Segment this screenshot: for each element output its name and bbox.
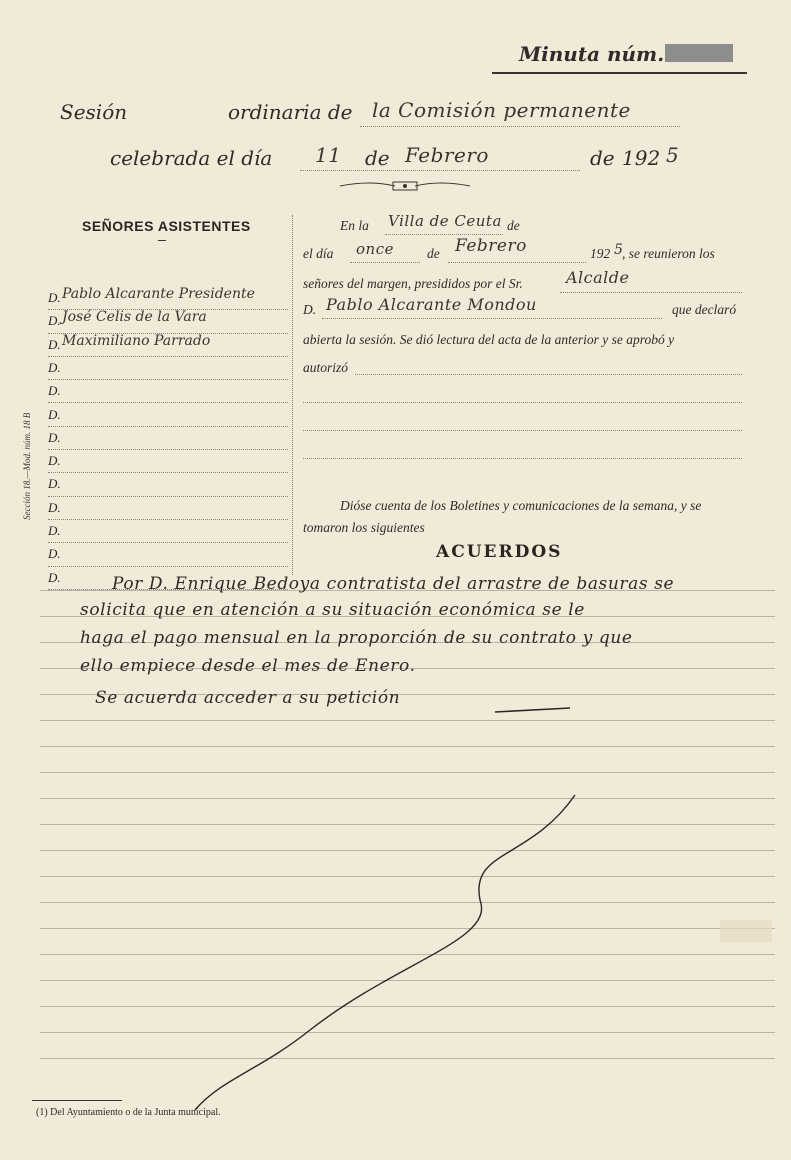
attendee-row [48,403,288,427]
stain [720,920,772,942]
footnote: (1) Del Ayuntamiento o de la Junta municipal. [36,1107,221,1118]
de-label-day: de [427,246,440,261]
intro-year-printed: 192 [590,246,611,261]
attendees-title-dash [158,240,166,241]
en-la-label: En la [340,218,369,233]
acuerdo-line: Por D. Enrique Bedoya contratista del arrastre de basuras se [112,574,675,594]
intro-year-handwritten: 5 [614,242,624,258]
attendee-prefix: D. [48,429,61,445]
el-dia-label: el día [303,246,334,261]
attendee-prefix: D. [48,569,61,585]
acuerdos-title: ACUERDOS [436,542,563,562]
attendee-row [48,472,288,496]
attendee-row [48,309,288,333]
attendee-row [48,379,288,403]
acuerdo-line: ello empiece desde el mes de Enero. [80,656,416,676]
celebrada-label: celebrada el día [110,146,273,170]
abierta-label: abierta la sesión. Se dió lectura del acta de la anterior y se aprobó y [303,332,675,347]
attendee-row [48,333,288,357]
acuerdo-line: Se acuerda acceder a su petición [95,688,401,708]
attendee-prefix: D. [48,453,61,469]
attendee-row [48,356,288,380]
ordinaria-label: ordinaria de [228,100,353,124]
celebrada-underline [300,170,580,171]
intro-day-handwritten: once [356,240,394,258]
attendee-prefix: D. [48,523,61,538]
attendee-row [48,519,288,543]
attendee-name: Pablo Alcarante Presidente [62,286,255,302]
blank-line-1 [303,402,742,403]
president-handwritten: Pablo Alcarante Mondou [326,295,537,314]
blank-line-3 [303,458,742,459]
reunieron-label: , se reunieron los [622,246,715,261]
attendee-prefix: D. [48,499,61,515]
attendee-row [48,542,288,566]
attendee-row [48,426,288,450]
day-handwritten: 11 [315,143,342,167]
de-label-place: de [507,218,520,233]
attendee-prefix: D. [48,336,61,352]
diose-label: Dióse cuenta de los Boletines y comunicaciones de la semana, y se [340,498,702,513]
intro-month-underline [448,262,586,263]
minuta-box [505,40,745,68]
president-underline [322,318,662,319]
tomaron-label: tomaron los siguientes [303,520,425,535]
attendee-prefix: D. [48,313,61,329]
ornament-divider [335,178,475,194]
attendee-prefix: D. [48,406,61,422]
month-handwritten: Febrero [405,143,489,167]
intro-month-handwritten: Febrero [455,236,527,256]
attendee-row [48,496,288,520]
place-underline [385,234,503,235]
acuerdo-line: haga el pago mensual en la proporción de su contrato y que [80,628,633,648]
attendee-name: José Celis de la Vara [62,309,207,326]
intro-day-underline [350,262,420,263]
attendee-prefix: D. [48,359,61,375]
sesion-type-handwritten: la Comisión permanente [372,98,631,122]
attendee-name: Maximiliano Parrado [62,332,211,349]
blank-line-2 [303,430,742,431]
year-handwritten: 5 [666,143,680,167]
minuta-label: Minuta núm. [519,42,665,66]
autorizo-label: autorizó [303,360,349,375]
autorizo-underline [355,374,742,375]
side-label: Sección 18.—Mod. núm. 18 B [22,412,32,520]
title-handwritten: Alcalde [566,268,630,287]
attendee-prefix: D. [48,290,61,305]
minuta-number-redaction [665,44,733,62]
footnote-rule [32,1100,122,1101]
declaro-label: que declaró [672,302,737,317]
sesion-underline [360,126,680,127]
acuerdo-line: solicita que en atención a su situación económica se le [80,600,585,620]
sesion-label: Sesión [60,100,128,124]
minuta-underline [492,72,747,74]
attendees-title: SEÑORES ASISTENTES [82,218,251,234]
d-label-president: D. [303,302,317,317]
attendee-row [48,286,288,310]
attendee-prefix: D. [48,476,61,492]
closing-stroke [150,700,610,1120]
column-divider [292,215,293,575]
senores-label: señores del margen, presididos por el Sr. [303,276,523,291]
de-label-1: de [365,146,390,170]
attendee-row [48,449,288,473]
de-label-2: de [590,146,615,170]
place-handwritten: Villa de Ceuta [388,212,502,230]
year-printed: 192 [622,146,661,170]
title-underline [560,292,742,293]
attendee-prefix: D. [48,383,61,399]
attendee-prefix: D. [48,546,61,562]
